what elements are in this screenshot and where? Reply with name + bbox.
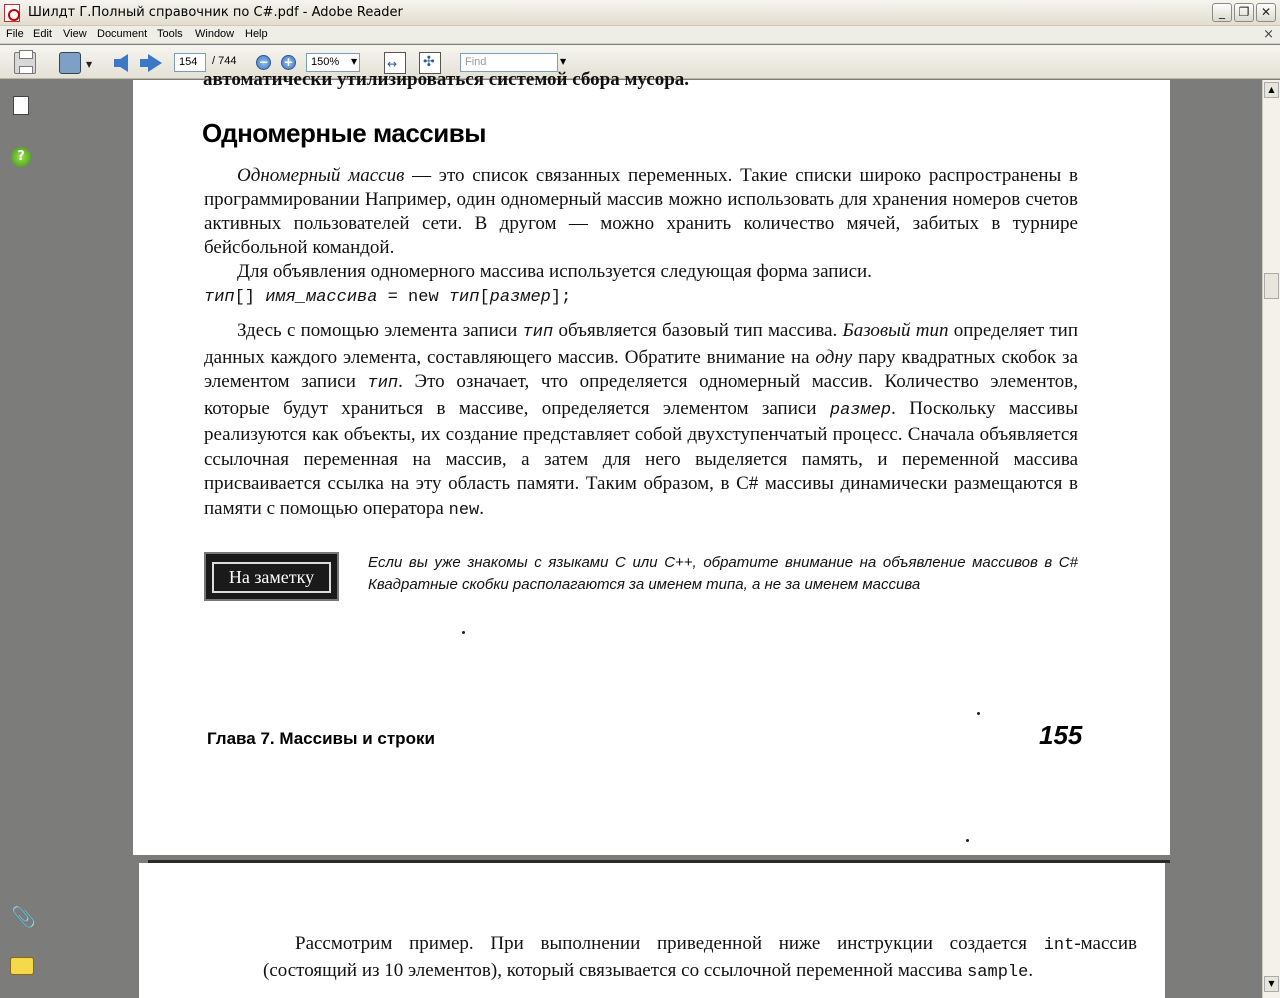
close-button[interactable]: ✕ bbox=[1256, 3, 1276, 22]
scan-speck bbox=[977, 712, 980, 715]
text-run: имя_массива bbox=[265, 288, 378, 307]
next-page-icon[interactable] bbox=[148, 54, 162, 72]
comments-icon[interactable] bbox=[10, 957, 34, 975]
document-page-156 bbox=[139, 863, 1165, 998]
text-run: Одномерный массив bbox=[237, 165, 405, 186]
zoom-in-icon[interactable]: + bbox=[281, 55, 296, 70]
text-run: — это список связанных переменных. Такие списки широко распространены в программировании Например, один одномерный массив можно использовать для хранения номеров счетов активных пользователей сети. В другом — можно хранить количество мячей, забитых в турнире бейсбольной командой. bbox=[204, 165, 1078, 258]
page-total: / 744 bbox=[212, 55, 237, 67]
title-bar bbox=[0, 0, 1280, 26]
text-run: new bbox=[448, 500, 480, 520]
text-run: . bbox=[1028, 960, 1034, 981]
text-run: тип bbox=[204, 288, 235, 307]
menu-window[interactable]: Window bbox=[195, 28, 235, 40]
text-run: Рассмотрим пример. При выполнении приведенной ниже инструкции создается bbox=[295, 933, 1044, 954]
menu-view[interactable]: View bbox=[63, 28, 87, 40]
print-icon[interactable] bbox=[14, 52, 36, 74]
document-close-icon[interactable]: × bbox=[1263, 27, 1274, 42]
text-run: [] bbox=[234, 288, 266, 307]
scroll-down-icon[interactable]: ▼ bbox=[1264, 976, 1279, 992]
text-run: Здесь с помощью элемента записи bbox=[237, 320, 523, 341]
help-icon[interactable]: ? bbox=[11, 147, 31, 167]
paragraph-1 bbox=[204, 164, 1078, 260]
document-page-155 bbox=[133, 69, 1170, 855]
text-run: Базовый тип bbox=[842, 320, 949, 341]
paragraph-4 bbox=[263, 931, 1137, 985]
text-run: тип bbox=[448, 288, 480, 307]
note-badge bbox=[204, 552, 339, 601]
attachments-icon[interactable]: 📎 bbox=[11, 905, 36, 929]
running-footer-chapter: Глава 7. Массивы и строки bbox=[207, 729, 435, 748]
pages-icon[interactable] bbox=[13, 96, 29, 115]
text-run: тип bbox=[522, 323, 554, 342]
text-run: объявляется базовый тип массива. bbox=[553, 320, 843, 341]
page-number: 155 bbox=[1039, 720, 1083, 750]
text-run: int bbox=[1043, 936, 1075, 955]
text-run: [ bbox=[479, 288, 490, 307]
scan-speck bbox=[462, 631, 465, 634]
save-icon[interactable] bbox=[59, 52, 81, 74]
zoom-out-icon[interactable]: − bbox=[256, 55, 271, 70]
cut-off-text-line: автоматически утилизироваться системой сбора мусора. bbox=[203, 69, 690, 90]
text-run: размер bbox=[489, 288, 551, 307]
adobe-reader-icon bbox=[4, 4, 20, 22]
text-run: sample bbox=[967, 963, 1029, 982]
text-run: . Это означает, что определяется одномерный массив. Количество элементов, которые будут храниться в массиве, определяется элементом записи bbox=[204, 371, 1078, 419]
find-dropdown-icon[interactable]: ▼ bbox=[560, 57, 567, 66]
text-run: . Поскольку массивы реализуются как объекты, их создание представляет собой двухступенчатый процесс. Сначала объявляется ссылочная переменная на массив, а затем для него выделяется память, и переменной массива присваивается ссылка на эту область памяти. Таким образом, в C# массивы динамически размещаются в памяти с помощью оператора bbox=[204, 397, 1078, 519]
note-label: На заметку bbox=[212, 562, 331, 593]
menu-document[interactable]: Document bbox=[97, 28, 148, 40]
scan-speck bbox=[966, 839, 969, 842]
section-heading: Одномерные массивы bbox=[202, 118, 486, 148]
text-run: = new bbox=[377, 288, 449, 307]
menu-tools[interactable]: Tools bbox=[157, 28, 183, 40]
minimize-button[interactable]: _ bbox=[1212, 3, 1232, 22]
paragraph-2: Для объявления одномерного массива используется следующая форма записи. bbox=[237, 261, 872, 282]
save-dropdown-icon[interactable]: ▼ bbox=[86, 60, 93, 69]
text-run: размер bbox=[829, 400, 892, 420]
scroll-up-icon[interactable]: ▲ bbox=[1264, 82, 1279, 98]
zoom-dropdown-icon[interactable]: ▼ bbox=[351, 57, 358, 66]
menu-file[interactable]: File bbox=[6, 28, 24, 40]
menu-edit[interactable]: Edit bbox=[33, 28, 52, 40]
page-number-input[interactable]: 154 bbox=[174, 53, 206, 72]
note-text: Если вы уже знакомы с языками C или C++, обратите внимание на объявление массивов в C# Квадратные скобки располагаются за именем типа, а не за именем массива bbox=[368, 554, 1078, 593]
prev-page-icon[interactable] bbox=[114, 54, 128, 72]
menu-bar bbox=[0, 26, 1280, 44]
find-input[interactable]: Find bbox=[460, 53, 558, 72]
vertical-scrollbar[interactable] bbox=[1262, 80, 1280, 998]
window-title: Шилдт Г.Полный справочник по C#.pdf - Adobe Reader bbox=[28, 5, 403, 20]
text-run: определяет тип данных каждого элемента, составляющего массив. Обратите внимание на bbox=[204, 320, 1078, 368]
text-run: тип bbox=[367, 374, 399, 393]
navigation-pane bbox=[0, 80, 42, 998]
text-run: . bbox=[479, 497, 484, 519]
scroll-thumb[interactable] bbox=[1264, 273, 1279, 299]
menu-help[interactable]: Help bbox=[245, 28, 268, 40]
code-syntax-line bbox=[204, 288, 571, 307]
text-run: пару квадратных скобок за элементом записи bbox=[204, 346, 1078, 392]
text-run: -массив (состоящий из 10 элементов), который связывается со ссылочной переменной массива bbox=[263, 933, 1137, 981]
paragraph-3 bbox=[204, 319, 1078, 523]
zoom-select[interactable]: 150% bbox=[306, 53, 360, 72]
text-run: одну bbox=[815, 346, 853, 368]
text-run: ]; bbox=[550, 288, 572, 307]
restore-button[interactable]: ❐ bbox=[1234, 3, 1254, 22]
